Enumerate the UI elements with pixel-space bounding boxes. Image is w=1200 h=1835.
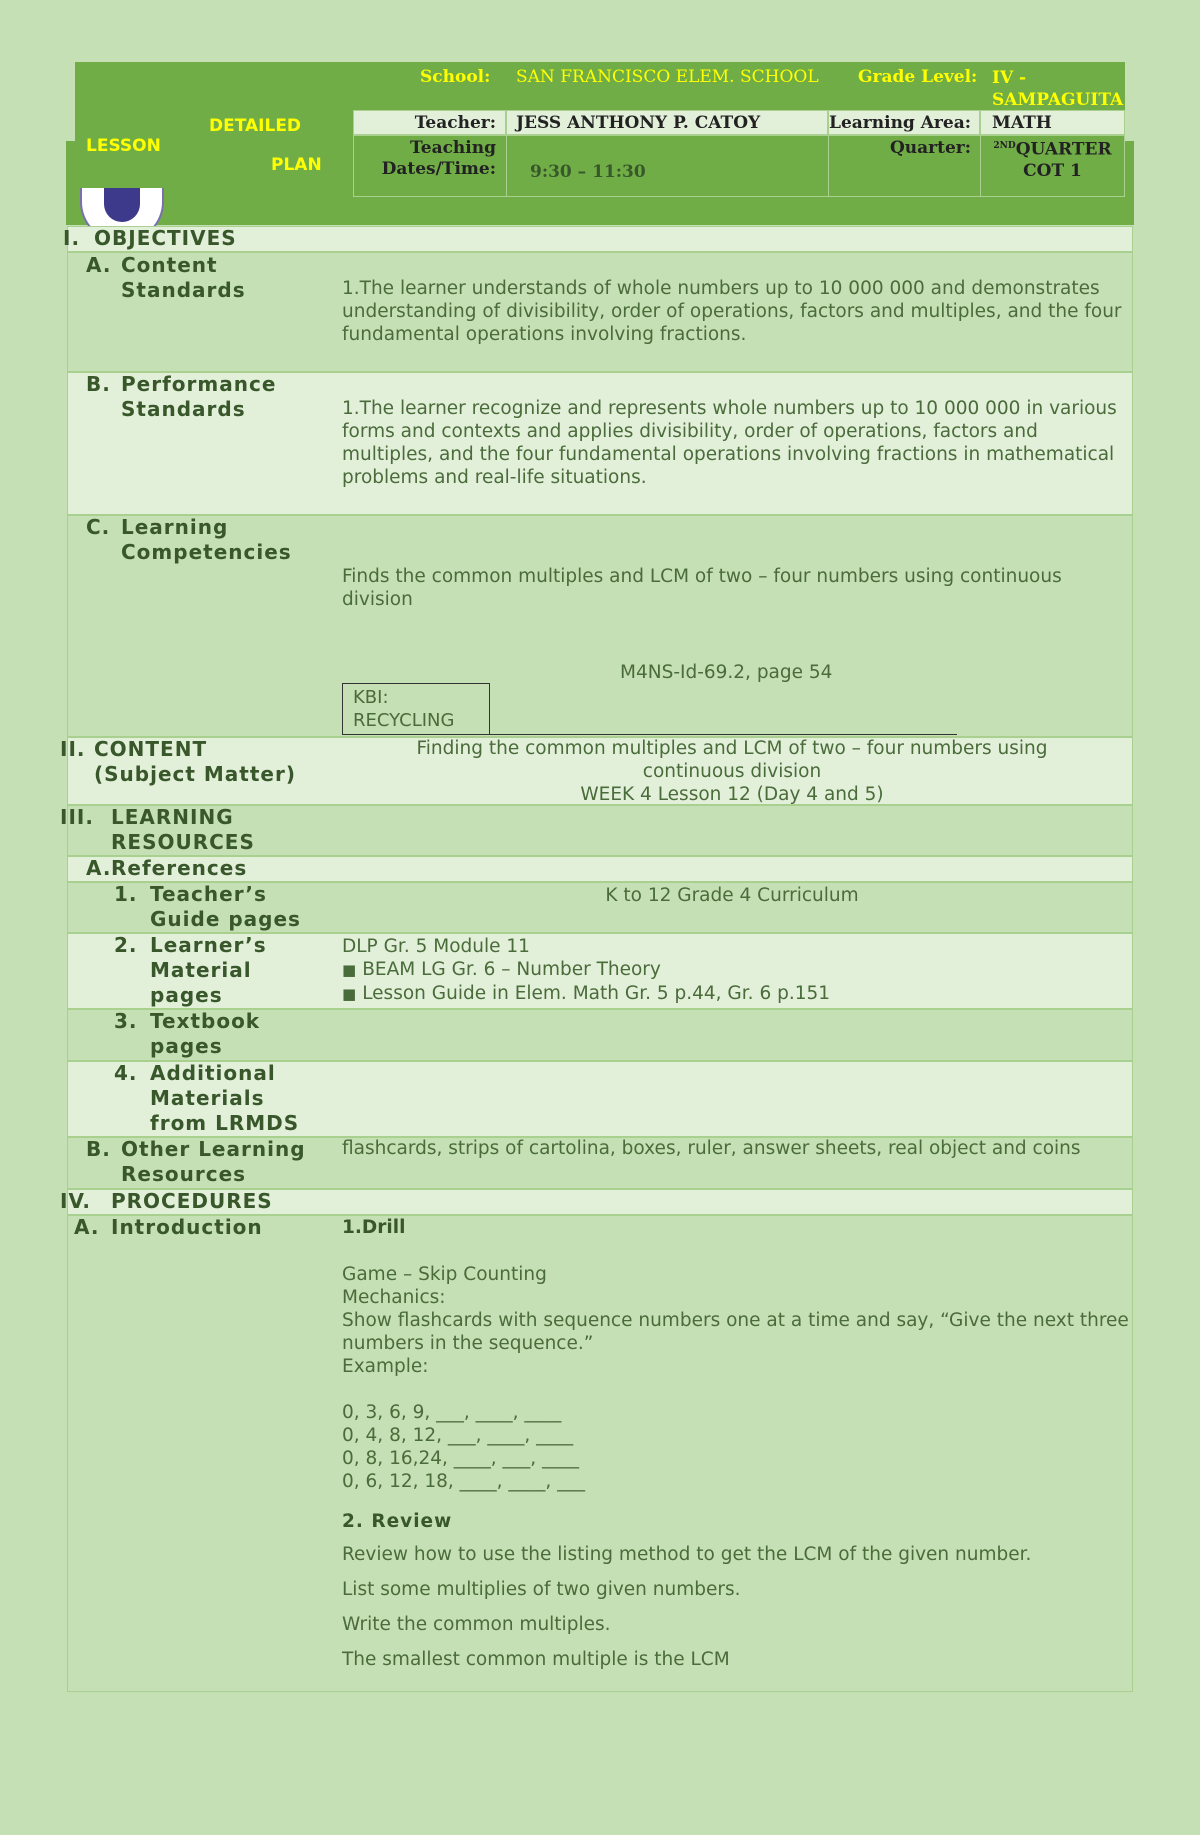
learners-material-num: 2. <box>114 933 138 957</box>
additional-materials-line1: Additional <box>150 1061 276 1085</box>
sequence-item: 0, 3, 6, 9, ___, ____, ____ <box>342 1402 562 1423</box>
school-label: School: <box>420 67 491 87</box>
introduction-content <box>342 1216 1132 1677</box>
introduction-letter: A. <box>74 1215 100 1239</box>
performance-text: 1.The learner recognize and represents whole numbers up to 10 000 000 in various forms and contexts and applies divisibility, order of operations, factors and multiples, and the four fundamental operations involving fractions in mathematical problems and real-life situations. <box>342 398 1117 488</box>
review-item: The smallest common multiple is the LCM <box>342 1649 730 1670</box>
resources-heading <box>111 805 255 855</box>
learners-material-values <box>342 935 1122 1006</box>
area-value: MATH <box>992 113 1052 133</box>
sequence-item: 0, 8, 16,24, ____, ___, ____ <box>342 1448 580 1469</box>
review-item: List some multiplies of two given numbers. <box>342 1579 741 1600</box>
content-standards-label <box>121 253 246 303</box>
textbook-line1: Textbook <box>150 1009 261 1033</box>
competencies-code: M4NS-Id-69.2, page 54 <box>620 662 833 683</box>
resources-num: III. <box>60 805 94 829</box>
learners-material-line1: Learner’s <box>150 933 267 957</box>
textbook-label <box>150 1009 260 1059</box>
kbi-label: KBI: <box>353 687 389 708</box>
teachers-guide-value: K to 12 Grade 4 Curriculum <box>605 885 859 906</box>
title-detailed: DETAILED <box>209 116 302 136</box>
teacher-value: JESS ANTHONY P. CATOY <box>516 113 761 133</box>
game-title: Game – Skip Counting <box>342 1264 547 1285</box>
content-standards-letter: A. <box>86 253 112 277</box>
competencies-line2: Competencies <box>121 540 292 564</box>
learners-material-value-1: DLP Gr. 5 Module 11 <box>342 936 530 957</box>
teachers-guide-line2: Guide pages <box>150 907 301 931</box>
area-label: Learning Area: <box>829 113 971 133</box>
quarter-text: QUARTER <box>1015 139 1112 160</box>
teachers-guide-label <box>150 882 301 932</box>
mechanics-text: Show flashcards with sequence numbers one at a time and say, “Give the next three numbers in the sequence.” <box>342 1310 1129 1354</box>
content-text-line1: Finding the common multiples and LCM of two – four numbers using <box>416 738 1048 759</box>
underline <box>342 734 957 735</box>
quarter-label: Quarter: <box>889 138 971 158</box>
quarter-value <box>980 136 1125 182</box>
additional-materials-label <box>150 1061 299 1136</box>
additional-materials-line2: Materials <box>150 1086 265 1110</box>
content-num: II. <box>60 737 86 761</box>
textbook-line2: pages <box>150 1034 223 1058</box>
learners-material-value-3-text: Lesson Guide in Elem. Math Gr. 5 p.44, Gr. 6 p.151 <box>362 983 831 1004</box>
content-heading <box>94 737 296 787</box>
resources-heading-line2: RESOURCES <box>111 830 255 854</box>
review-title: 2. Review <box>342 1511 453 1532</box>
learners-material-value-2 <box>342 958 1122 982</box>
procedures-num: IV. <box>60 1189 91 1213</box>
bullet-icon: ■ <box>342 961 357 979</box>
competencies-text: Finds the common multiples and LCM of two – four numbers using continuous division <box>342 566 1062 610</box>
teachers-guide-line1: Teacher’s <box>150 882 267 906</box>
sequence-item: 0, 4, 8, 12, ___, ____, ____ <box>342 1425 574 1446</box>
dates-label-line1: Teaching <box>410 138 496 158</box>
competencies-letter: C. <box>86 515 111 539</box>
mechanics-label: Mechanics: <box>342 1287 446 1308</box>
drill-title: 1.Drill <box>342 1217 406 1238</box>
competencies-label <box>121 515 292 565</box>
performance-letter: B. <box>86 372 111 396</box>
competencies-line1: Learning <box>121 515 229 539</box>
learners-material-line3: pages <box>150 983 223 1007</box>
title-plan: PLAN <box>271 155 322 175</box>
sequence-item: 0, 6, 12, 18, ____, ____, ___ <box>342 1471 585 1492</box>
textbook-num: 3. <box>114 1009 138 1033</box>
review-item: Write the common multiples. <box>342 1614 611 1635</box>
spacer <box>342 1378 1132 1401</box>
content-standards-text: 1.The learner understands of whole numbers up to 10 000 000 and demonstrates understanding of divisibility, order of operations, factors and multiples, and the four fundamental operations involving fractions. <box>342 278 1122 345</box>
other-resources-label <box>121 1137 306 1187</box>
references-label: References <box>111 856 248 880</box>
additional-materials-line3: from LRMDS <box>150 1111 300 1135</box>
grade-value: IV - SAMPAGUITA <box>992 68 1124 110</box>
content-heading-line1: CONTENT <box>94 737 208 761</box>
other-resources-letter: B. <box>86 1137 111 1161</box>
performance-label <box>121 372 276 422</box>
learners-material-line2: Material <box>150 958 252 982</box>
teachers-guide-num: 1. <box>114 882 138 906</box>
school-value: SAN FRANCISCO ELEM. SCHOOL <box>516 67 819 87</box>
learners-material-label <box>150 933 267 1008</box>
spacer <box>342 1239 1132 1263</box>
learners-material-value-3 <box>342 982 1122 1006</box>
references-letter: A. <box>86 856 112 880</box>
bullet-icon: ■ <box>342 985 357 1003</box>
content-standards-line1: Content <box>121 253 218 277</box>
cot-value: COT 1 <box>1023 160 1082 181</box>
content-text <box>342 737 1122 806</box>
learners-material-value-2-text: BEAM LG Gr. 6 – Number Theory <box>362 959 661 980</box>
procedures-heading: PROCEDURES <box>111 1189 273 1213</box>
divider <box>506 135 507 197</box>
content-standards-line2: Standards <box>121 278 246 302</box>
content-text-line2: continuous division <box>642 761 822 782</box>
introduction-label: Introduction <box>111 1215 263 1239</box>
review-item: Review how to use the listing method to get the LCM of the given number. <box>342 1544 1032 1565</box>
content-text-line3: WEEK 4 Lesson 12 (Day 4 and 5) <box>580 784 884 805</box>
dates-value: 9:30 – 11:30 <box>530 162 646 182</box>
kbi-value: RECYCLING <box>353 710 455 731</box>
other-resources-line2: Resources <box>121 1162 247 1186</box>
title-lesson: LESSON <box>86 136 161 156</box>
grade-label: Grade Level: <box>858 67 978 87</box>
performance-line1: Performance <box>121 372 277 396</box>
additional-materials-num: 4. <box>114 1061 138 1085</box>
example-label: Example: <box>342 1356 429 1377</box>
objectives-heading: OBJECTIVES <box>94 226 237 250</box>
teacher-label: Teacher: <box>414 113 496 133</box>
other-resources-value: flashcards, strips of cartolina, boxes, ruler, answer sheets, real object and coins <box>342 1138 1081 1159</box>
kbi-box <box>342 683 490 735</box>
other-resources-line1: Other Learning <box>121 1137 306 1161</box>
resources-heading-line1: LEARNING <box>111 805 234 829</box>
objectives-num: I. <box>63 226 81 250</box>
quarter-superscript: 2ND <box>993 141 1016 151</box>
dates-label-line2: Dates/Time: <box>381 159 496 179</box>
performance-line2: Standards <box>121 397 246 421</box>
dates-label <box>353 138 496 180</box>
content-heading-line2: (Subject Matter) <box>94 762 296 786</box>
spacer <box>342 1493 1132 1507</box>
